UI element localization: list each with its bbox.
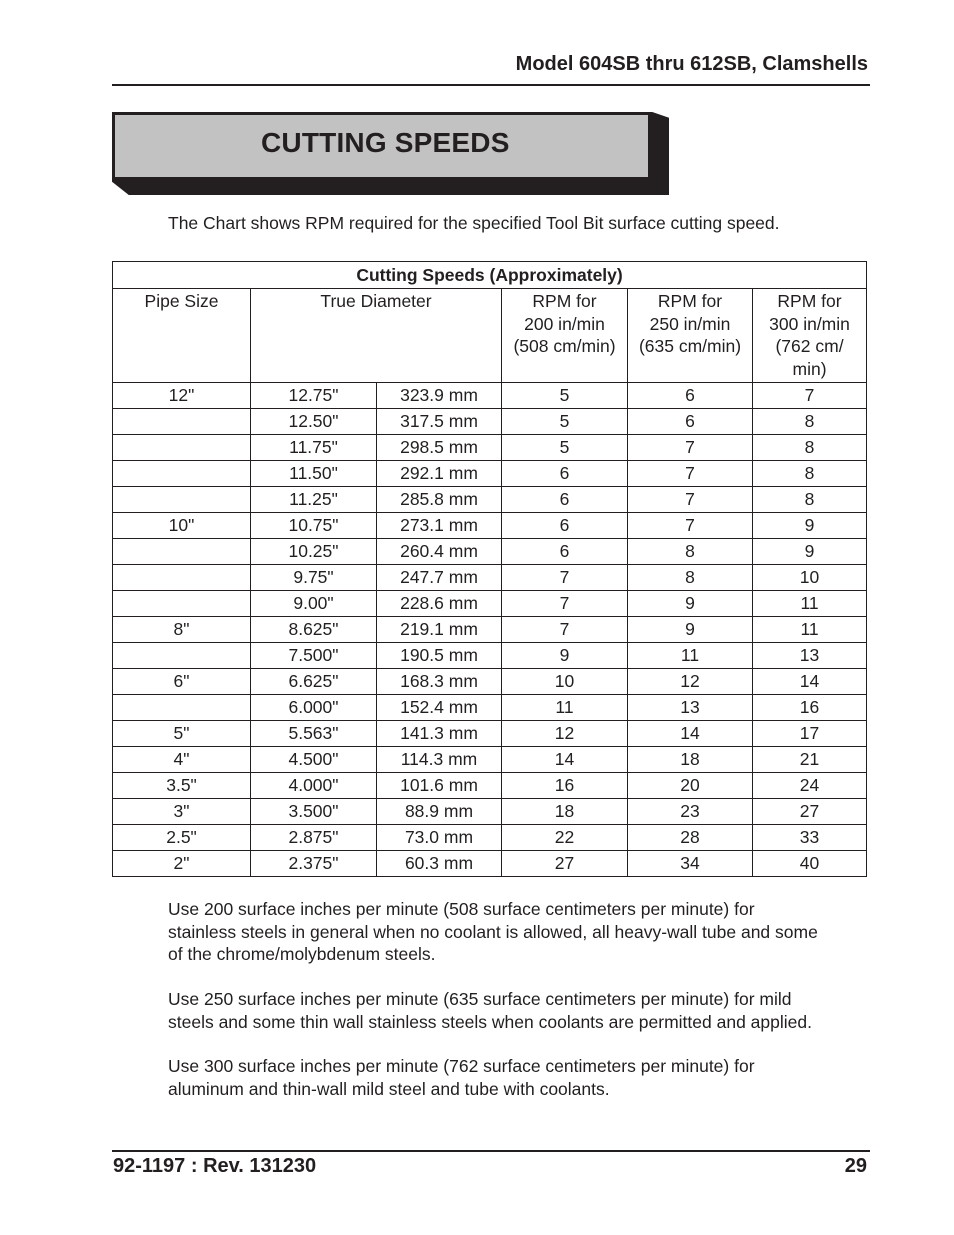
cell-rpm-300: 7 <box>753 383 867 409</box>
cell-rpm-250: 11 <box>628 643 753 669</box>
cell-diameter-mm: 60.3 mm <box>377 851 502 877</box>
cell-rpm-250: 7 <box>628 513 753 539</box>
cell-diameter-mm: 88.9 mm <box>377 799 502 825</box>
table-row <box>113 695 867 721</box>
cell-diameter-in: 4.000" <box>251 773 377 799</box>
cell-diameter-mm: 152.4 mm <box>377 695 502 721</box>
table-row <box>113 383 867 409</box>
cell-rpm-250: 9 <box>628 591 753 617</box>
cell-rpm-300: 17 <box>753 721 867 747</box>
cell-diameter-in: 8.625" <box>251 617 377 643</box>
cell-rpm-300: 13 <box>753 643 867 669</box>
cell-diameter-in: 11.75" <box>251 435 377 461</box>
table-row <box>113 825 867 851</box>
cell-rpm-200: 14 <box>502 747 628 773</box>
cell-rpm-300: 9 <box>753 513 867 539</box>
cell-rpm-250: 7 <box>628 461 753 487</box>
cell-rpm-250: 28 <box>628 825 753 851</box>
intro-text: The Chart shows RPM required for the specified Tool Bit surface cutting speed. <box>168 213 780 233</box>
cell-rpm-300: 27 <box>753 799 867 825</box>
cell-rpm-250: 8 <box>628 565 753 591</box>
cell-diameter-mm: 141.3 mm <box>377 721 502 747</box>
note-300 <box>168 1055 868 1100</box>
header-rpm-300 <box>753 289 867 383</box>
table-row <box>113 747 867 773</box>
page-number: 29 <box>844 1155 867 1177</box>
header-line: 250 in/min <box>649 313 731 334</box>
cell-diameter-in: 12.50" <box>251 409 377 435</box>
cell-pipe-size: 10" <box>113 513 251 539</box>
cell-rpm-200: 7 <box>502 565 628 591</box>
cell-rpm-300: 8 <box>753 461 867 487</box>
cell-diameter-mm: 247.7 mm <box>377 565 502 591</box>
cell-rpm-250: 6 <box>628 409 753 435</box>
cell-rpm-250: 18 <box>628 747 753 773</box>
note-line: aluminum and thin-wall mild steel and tube with coolants. <box>168 1078 610 1099</box>
note-line: Use 200 surface inches per minute (508 surface centimeters per minute) for <box>168 899 755 919</box>
cell-rpm-200: 12 <box>502 721 628 747</box>
header-line: 200 in/min <box>524 313 605 334</box>
cell-diameter-in: 3.500" <box>251 799 377 825</box>
cell-rpm-200: 6 <box>502 513 628 539</box>
cell-diameter-in: 10.25" <box>251 539 377 565</box>
cell-rpm-200: 5 <box>502 383 628 409</box>
cell-pipe-size <box>113 435 251 461</box>
header-line: (762 cm/ <box>775 336 844 356</box>
cell-pipe-size <box>113 487 251 513</box>
header-rpm-200 <box>502 289 628 383</box>
cell-rpm-200: 27 <box>502 851 628 877</box>
cell-rpm-300: 24 <box>753 773 867 799</box>
cell-diameter-in: 11.25" <box>251 487 377 513</box>
cell-rpm-200: 9 <box>502 643 628 669</box>
table-row <box>113 799 867 825</box>
table-row <box>113 539 867 565</box>
table-row <box>113 773 867 799</box>
cell-diameter-mm: 114.3 mm <box>377 747 502 773</box>
section-title: CUTTING SPEEDS <box>261 127 510 158</box>
note-200 <box>168 898 868 966</box>
header-divider <box>112 84 870 86</box>
cell-diameter-mm: 298.5 mm <box>377 435 502 461</box>
cell-rpm-300: 33 <box>753 825 867 851</box>
cell-pipe-size <box>113 461 251 487</box>
cell-rpm-250: 34 <box>628 851 753 877</box>
note-line: Use 300 surface inches per minute (762 surface centimeters per minute) for <box>168 1056 755 1076</box>
table-row <box>113 591 867 617</box>
cell-pipe-size <box>113 695 251 721</box>
note-250 <box>168 988 868 1033</box>
cell-rpm-250: 7 <box>628 487 753 513</box>
cell-rpm-250: 12 <box>628 669 753 695</box>
table-row <box>113 513 867 539</box>
cell-diameter-mm: 273.1 mm <box>377 513 502 539</box>
cell-rpm-250: 20 <box>628 773 753 799</box>
table-row <box>113 487 867 513</box>
header-rpm-250 <box>628 289 753 383</box>
cell-diameter-mm: 219.1 mm <box>377 617 502 643</box>
cell-rpm-200: 5 <box>502 409 628 435</box>
table-row <box>113 669 867 695</box>
table-row <box>113 565 867 591</box>
cell-rpm-300: 21 <box>753 747 867 773</box>
cell-pipe-size: 4" <box>113 747 251 773</box>
header-true-diameter: True Diameter <box>251 289 502 383</box>
cell-rpm-200: 11 <box>502 695 628 721</box>
cell-rpm-200: 18 <box>502 799 628 825</box>
cell-rpm-250: 6 <box>628 383 753 409</box>
cell-diameter-mm: 260.4 mm <box>377 539 502 565</box>
table-caption-row <box>113 262 867 289</box>
header-line: RPM for <box>532 291 597 311</box>
cell-pipe-size <box>113 409 251 435</box>
cell-rpm-300: 16 <box>753 695 867 721</box>
cell-rpm-300: 8 <box>753 409 867 435</box>
cell-rpm-300: 14 <box>753 669 867 695</box>
cell-pipe-size <box>113 565 251 591</box>
cell-pipe-size: 2" <box>113 851 251 877</box>
header-pipe-size: Pipe Size <box>113 289 251 383</box>
cell-rpm-200: 6 <box>502 539 628 565</box>
cutting-speeds-table <box>112 261 867 877</box>
cell-pipe-size: 12" <box>113 383 251 409</box>
section-banner <box>112 112 669 195</box>
cell-diameter-in: 4.500" <box>251 747 377 773</box>
cell-rpm-200: 10 <box>502 669 628 695</box>
cell-pipe-size: 2.5" <box>113 825 251 851</box>
cell-rpm-250: 13 <box>628 695 753 721</box>
table-caption: Cutting Speeds (Approximately) <box>113 262 867 289</box>
cell-diameter-in: 2.375" <box>251 851 377 877</box>
cell-rpm-200: 7 <box>502 591 628 617</box>
cell-pipe-size <box>113 643 251 669</box>
cell-rpm-200: 6 <box>502 461 628 487</box>
cell-rpm-300: 8 <box>753 435 867 461</box>
table-row <box>113 643 867 669</box>
cell-rpm-300: 10 <box>753 565 867 591</box>
table-row <box>113 851 867 877</box>
cell-diameter-in: 6.000" <box>251 695 377 721</box>
cell-pipe-size: 8" <box>113 617 251 643</box>
table-row <box>113 435 867 461</box>
cell-diameter-mm: 323.9 mm <box>377 383 502 409</box>
cell-diameter-mm: 285.8 mm <box>377 487 502 513</box>
cell-rpm-200: 7 <box>502 617 628 643</box>
cell-rpm-250: 7 <box>628 435 753 461</box>
cell-pipe-size: 6" <box>113 669 251 695</box>
cell-pipe-size: 3" <box>113 799 251 825</box>
cell-diameter-in: 6.625" <box>251 669 377 695</box>
table-header-row <box>113 289 867 383</box>
cell-diameter-in: 10.75" <box>251 513 377 539</box>
cell-rpm-300: 8 <box>753 487 867 513</box>
cell-pipe-size <box>113 539 251 565</box>
page-header-title: Model 604SB thru 612SB, Clamshells <box>515 53 868 75</box>
cell-rpm-200: 6 <box>502 487 628 513</box>
cell-diameter-in: 7.500" <box>251 643 377 669</box>
note-line: of the chrome/molybdenum steels. <box>168 944 436 964</box>
header-line: min) <box>792 358 827 379</box>
cell-diameter-mm: 73.0 mm <box>377 825 502 851</box>
table-row <box>113 721 867 747</box>
cell-pipe-size: 3.5" <box>113 773 251 799</box>
header-line: RPM for <box>657 291 723 311</box>
footer-divider <box>112 1150 870 1152</box>
cell-diameter-in: 9.00" <box>251 591 377 617</box>
header-line: 300 in/min <box>769 313 850 334</box>
cell-diameter-mm: 190.5 mm <box>377 643 502 669</box>
note-line: Use 250 surface inches per minute (635 surface centimeters per minute) for mild <box>168 989 792 1009</box>
table-row <box>113 617 867 643</box>
cell-rpm-300: 9 <box>753 539 867 565</box>
cell-diameter-mm: 292.1 mm <box>377 461 502 487</box>
cell-diameter-in: 2.875" <box>251 825 377 851</box>
cell-diameter-in: 9.75" <box>251 565 377 591</box>
cell-rpm-250: 23 <box>628 799 753 825</box>
cell-pipe-size: 5" <box>113 721 251 747</box>
cell-diameter-in: 5.563" <box>251 721 377 747</box>
cell-rpm-250: 14 <box>628 721 753 747</box>
header-line: (635 cm/min) <box>638 336 742 356</box>
table-row <box>113 461 867 487</box>
cell-pipe-size <box>113 591 251 617</box>
header-line: (508 cm/min) <box>513 336 616 356</box>
cell-rpm-250: 9 <box>628 617 753 643</box>
cell-diameter-in: 11.50" <box>251 461 377 487</box>
header-line: RPM for <box>777 291 842 311</box>
cell-diameter-mm: 101.6 mm <box>377 773 502 799</box>
cell-diameter-in: 12.75" <box>251 383 377 409</box>
note-line: stainless steels in general when no coolant is allowed, all heavy-wall tube and some <box>168 921 818 942</box>
cell-rpm-300: 11 <box>753 617 867 643</box>
cell-diameter-mm: 228.6 mm <box>377 591 502 617</box>
doc-revision: 92-1197 : Rev. 131230 <box>113 1155 317 1177</box>
cell-rpm-200: 22 <box>502 825 628 851</box>
cell-diameter-mm: 168.3 mm <box>377 669 502 695</box>
cell-rpm-200: 16 <box>502 773 628 799</box>
note-line: steels and some thin wall stainless steels when coolants are permitted and applied. <box>168 1011 812 1032</box>
cell-rpm-250: 8 <box>628 539 753 565</box>
cell-diameter-mm: 317.5 mm <box>377 409 502 435</box>
cell-rpm-300: 11 <box>753 591 867 617</box>
cell-rpm-300: 40 <box>753 851 867 877</box>
table-row <box>113 409 867 435</box>
banner-face <box>114 114 649 178</box>
cell-rpm-200: 5 <box>502 435 628 461</box>
